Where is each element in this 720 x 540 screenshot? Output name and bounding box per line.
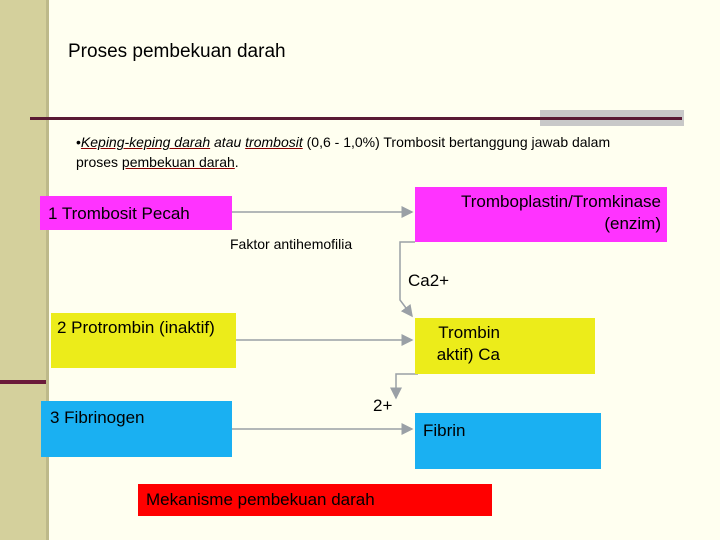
- arrow-trombin-to-fibrin: [396, 374, 418, 398]
- node-protrombin-label: 2 Protrombin (inaktif): [57, 318, 215, 337]
- node-trombin-aktif-label: Trombin aktif) Ca: [436, 323, 500, 364]
- node-trombosit-pecah-label: 1 Trombosit Pecah: [48, 204, 190, 223]
- node-fibrin-label: Fibrin: [423, 421, 466, 440]
- link-pembekuan-darah[interactable]: pembekuan darah: [121, 154, 235, 170]
- node-fibrin: [415, 413, 601, 469]
- node-trombosit-pecah: [40, 196, 232, 230]
- node-protrombin: [51, 313, 236, 368]
- node-tromboplastin-label: Tromboplastin/Tromkinase (enzim): [461, 192, 661, 233]
- caption-box: [138, 484, 492, 516]
- link-keping-darah[interactable]: Keping-keping darah: [80, 134, 211, 150]
- bullet-mark: •: [76, 134, 81, 150]
- label-faktor-antihemofilia: Faktor antihemofilia: [230, 236, 353, 252]
- caption-label: Mekanisme pembekuan darah: [146, 490, 375, 509]
- bullet-period: .: [234, 154, 239, 170]
- node-fibrinogen-label: 3 Fibrinogen: [50, 408, 145, 427]
- label-ca2-plus: Ca2+: [408, 271, 450, 290]
- bullet-atau: atau: [210, 134, 246, 150]
- slide-title: Proses pembekuan darah: [68, 41, 286, 62]
- label-2-plus: 2+: [373, 396, 393, 415]
- node-tromboplastin: [415, 187, 667, 242]
- link-trombosit[interactable]: trombosit: [245, 134, 303, 150]
- bullet-body: (0,6 - 1,0%) Trombosit bertanggung jawab dalam proses: [76, 134, 611, 170]
- node-fibrinogen: [41, 401, 232, 457]
- node-trombin-aktif: [415, 318, 595, 374]
